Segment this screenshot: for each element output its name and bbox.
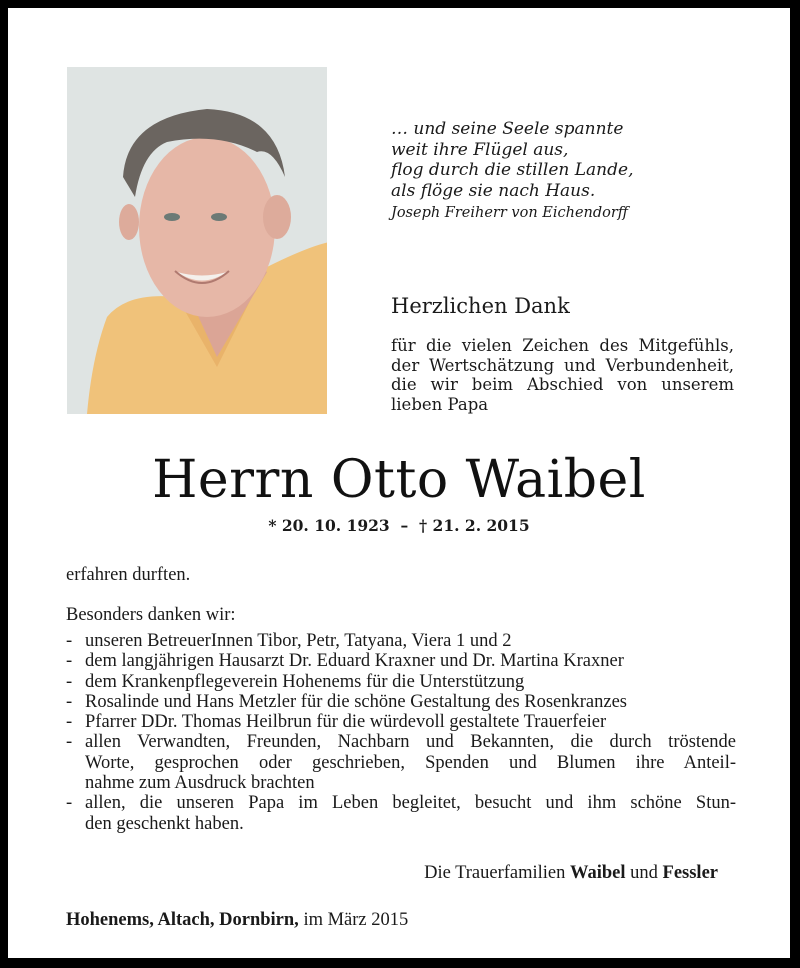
places: Hohenems, Altach, Dornbirn,	[66, 910, 299, 930]
thanks-line: der Wertschätzung und Verbundenheit,	[391, 355, 734, 375]
dash-bullet: -	[66, 732, 73, 753]
list-item-text: den geschenkt haben.	[85, 813, 244, 834]
list-item-text: Rosalinde und Hans Metzler für die schöne Gestaltung des Rosenkranzes	[85, 691, 628, 712]
list-item	[66, 651, 736, 671]
deceased-name: Herrn Otto Waibel	[152, 450, 646, 510]
obituary-page	[8, 8, 790, 958]
dash-bullet: -	[66, 651, 73, 672]
list-item-text: dem Krankenpflegeverein Hohenems für die Unterstützung	[85, 671, 525, 692]
quote-line: … und seine Seele spannte	[391, 119, 624, 139]
thanks-line: lieben Papa	[391, 394, 489, 414]
list-item-text: dem langjährigen Hausarzt Dr. Eduard Kraxner und Dr. Martina Kraxner	[85, 651, 624, 672]
signature-prefix: Die Trauerfamilien	[424, 863, 566, 883]
quote-line: als flöge sie nach Haus.	[391, 180, 596, 201]
quote-line: weit ihre Flügel aus,	[391, 139, 569, 160]
quote-author: Joseph Freiherr von Eichendorff	[391, 205, 629, 221]
dash-bullet: -	[66, 691, 73, 712]
thanks-heading: Herzlichen Dank	[391, 294, 570, 318]
list-item	[66, 732, 736, 793]
place-date-footer	[66, 909, 408, 931]
list-item-text: allen Verwandten, Freunden, Nachbarn und Bekannten, die durch tröstende	[85, 732, 736, 753]
thanks-list	[66, 631, 736, 834]
list-item-text: allen, die unseren Papa im Leben begleitet, besucht und ihm schöne Stun-	[85, 793, 736, 814]
thanks-line: für die vielen Zeichen des Mitgefühls,	[391, 336, 734, 355]
family-name-2: Fessler	[662, 863, 718, 883]
list-item	[66, 692, 736, 712]
portrait-image	[67, 67, 327, 414]
poem-quote	[391, 119, 751, 224]
thanks-paragraph	[391, 336, 734, 414]
list-item-text: Pfarrer DDr. Thomas Heilbrun für die würdevoll gestaltete Trauerfeier	[85, 712, 607, 733]
dash-bullet: -	[66, 671, 73, 692]
list-item	[66, 672, 736, 692]
dash-bullet: -	[66, 712, 73, 733]
list-item	[66, 712, 736, 732]
signature	[424, 862, 718, 884]
signature-conjunction: und	[630, 863, 658, 883]
dash-bullet: -	[66, 631, 73, 651]
footer-date: im März 2015	[303, 910, 409, 930]
intro-end-text: erfahren durften.	[66, 565, 191, 585]
special-thanks-heading: Besonders danken wir:	[66, 605, 236, 625]
list-item	[66, 631, 736, 651]
thanks-line: die wir beim Abschied von unserem	[391, 375, 734, 394]
list-item	[66, 793, 736, 834]
dash-bullet: -	[66, 793, 73, 814]
family-name-1: Waibel	[570, 863, 626, 883]
quote-line: flog durch die stillen Lande,	[391, 160, 634, 180]
life-dates: * 20. 10. 1923 – † 21. 2. 2015	[268, 516, 530, 535]
list-item-text: nahme zum Ausdruck brachten	[85, 773, 315, 794]
portrait-photo	[67, 67, 327, 414]
list-item-text: Worte, gesprochen oder geschrieben, Spenden und Blumen ihre Anteil-	[85, 752, 736, 773]
list-item-text: unseren BetreuerInnen Tibor, Petr, Tatyana, Viera 1 und 2	[85, 631, 512, 651]
